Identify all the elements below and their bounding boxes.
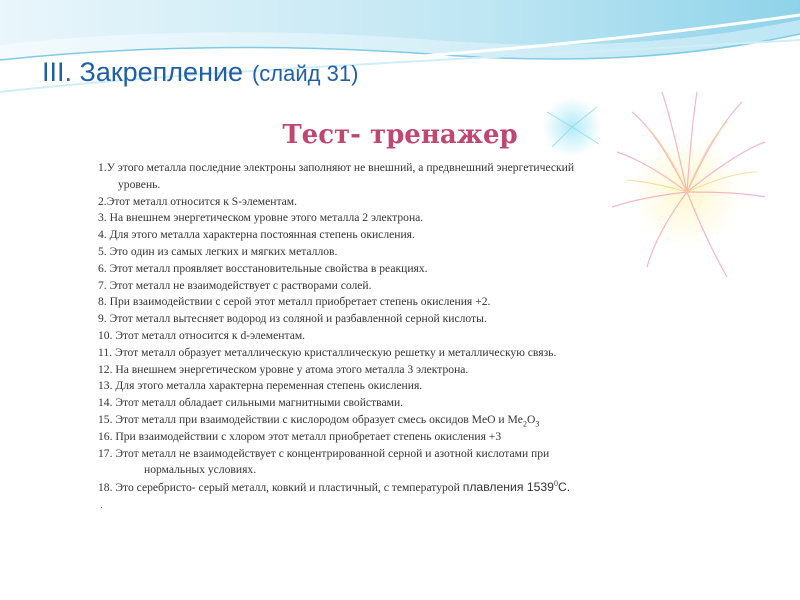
question-text: O: [526, 412, 536, 426]
subscript: 2: [522, 419, 527, 429]
question-text: 11. Этот металл образует металлическую кристаллическую решетку и металлическую связь.: [98, 345, 557, 359]
list-item: [98, 345, 738, 362]
list-item: [98, 479, 738, 497]
list-item: [98, 261, 738, 278]
list-item: [98, 194, 738, 211]
slide-title-main: III. Закрепление: [42, 57, 244, 87]
test-title: Тест- тренажер: [282, 120, 518, 150]
list-item: [98, 278, 738, 295]
question-text: 16. При взаимодействии с хлором этот металл приобретает степень окисления +3: [98, 429, 502, 443]
question-text: 2.Этот металл относится к S-элементам.: [98, 194, 298, 208]
list-item: [98, 311, 738, 328]
subscript: 3: [535, 419, 540, 429]
list-item: [98, 429, 738, 446]
question-text: 4. Для этого металла характерна постоянная степень окисления.: [98, 228, 415, 242]
question-text: 14. Этот металл обладает сильными магнитными свойствами.: [98, 396, 404, 410]
question-text: 15. Этот металл при взаимодействии с кислородом образует смесь оксидов MeO и Me: [98, 412, 523, 426]
question-text: 9. Этот металл вытесняет водород из соляной и разбавленной серной кислоты.: [98, 312, 487, 326]
question-text-continuation: нормальных условиях.: [144, 463, 257, 477]
question-text: 1.У этого металла последние электроны заполняют не внешний, а предвнешний энергетический: [98, 161, 575, 174]
list-item: [98, 362, 738, 379]
superscript: 0: [553, 479, 558, 489]
question-text: 18. Это серебристо- серый металл, ковкий и пластичный, с температурой: [98, 481, 463, 495]
question-list: [98, 160, 738, 497]
question-text: 7. Этот металл не взаимодействует с растворами солей.: [98, 278, 372, 292]
list-item: [98, 294, 738, 311]
question-text: 12. На внешнем энергетическом уровне у атома этого металла 3 электрона.: [98, 362, 469, 376]
list-item: [98, 412, 738, 429]
list-item: [98, 378, 738, 395]
question-text: 13. Для этого металла характерна переменная степень окисления.: [98, 379, 423, 393]
question-text: плавления 1539: [462, 480, 554, 495]
question-text: 6. Этот металл проявляет восстановительные свойства в реакциях.: [98, 261, 428, 275]
question-text-continuation: уровень.: [118, 177, 161, 191]
question-text: 3. На внешнем энергетическом уровне этого металла 2 электрона.: [98, 211, 424, 225]
list-item: [98, 227, 738, 244]
question-text: 8. При взаимодействии с серой этот металл приобретает степень окисления +2.: [98, 295, 491, 309]
list-item: [98, 395, 738, 412]
list-item: [98, 160, 738, 194]
slide-title: [42, 52, 358, 89]
question-text: 5. Это один из самых легких и мягких металлов.: [98, 244, 338, 258]
list-item: [98, 244, 738, 261]
list-item: [98, 328, 738, 345]
question-text: С.: [557, 480, 571, 495]
slide-title-subtitle: (слайд 31): [251, 61, 359, 86]
list-item: [98, 210, 738, 227]
list-item: [98, 446, 738, 480]
stray-mark: .: [100, 500, 103, 511]
question-text: 17. Этот металл не взаимодействует с концентрированной серной и азотной кислотами при: [98, 446, 550, 460]
question-text: 10. Этот металл относится к d-элементам.: [98, 328, 306, 342]
